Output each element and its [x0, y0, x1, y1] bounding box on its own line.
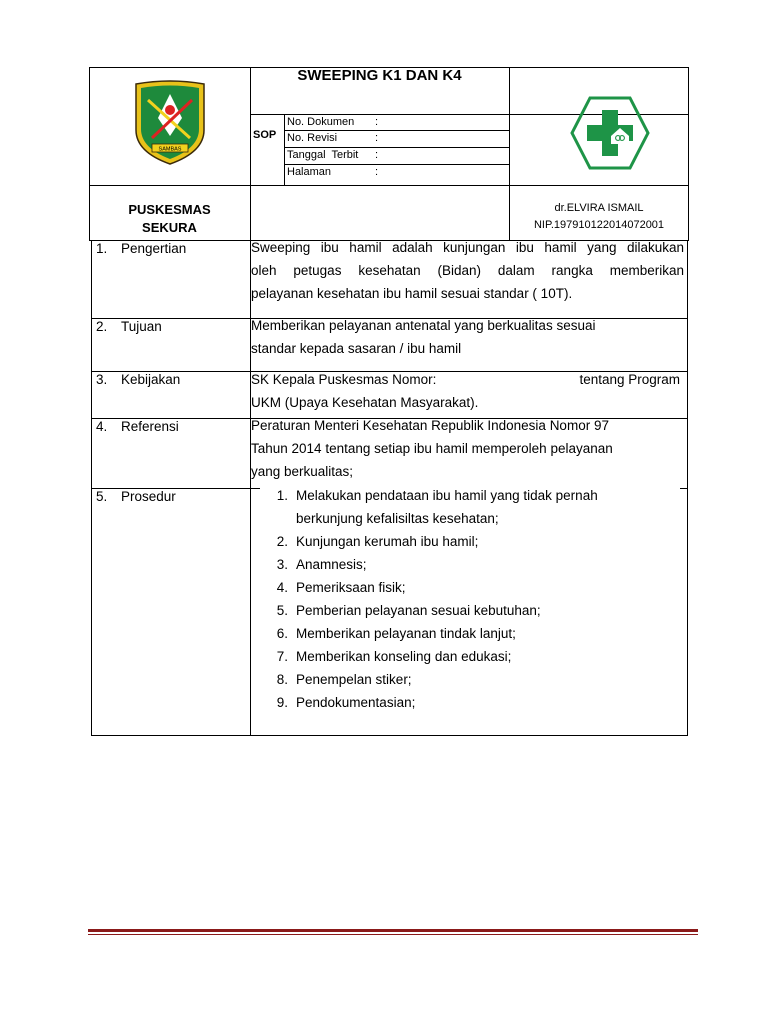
procedure-number: 8. — [276, 672, 288, 687]
text-line: Tahun 2014 tentang setiap ibu hamil memperoleh pelayanan — [251, 441, 613, 456]
org-name — [89, 201, 250, 237]
signer-nip: NIP.197910122014072001 — [533, 219, 665, 231]
procedure-text: Pemberian pelayanan sesuai kebutuhan; — [296, 603, 541, 618]
procedure-number: 6. — [276, 626, 288, 641]
procedure-text: Memberikan konseling dan edukasi; — [296, 649, 512, 664]
procedure-item — [260, 530, 680, 553]
text-line: Peraturan Menteri Kesehatan Republik Indonesia Nomor 97 — [251, 418, 609, 433]
doc-field-sep: : — [375, 116, 379, 128]
procedure-number: 2. — [276, 534, 288, 549]
text-line: tentang Program — [579, 372, 680, 387]
page-title: SWEEPING K1 DAN K4 — [297, 67, 462, 84]
procedure-number: 9. — [276, 695, 288, 710]
doc-field-label: No. Dokumen — [287, 116, 355, 128]
svg-text:SAMBAS: SAMBAS — [158, 146, 182, 153]
procedure-number: 7. — [276, 649, 288, 664]
doc-field-sep: : — [375, 132, 379, 144]
procedure-item — [260, 507, 680, 530]
doc-field-label: Tanggal Terbit — [287, 149, 359, 161]
procedure-number: 4. — [276, 580, 288, 595]
footer-rule — [88, 929, 698, 932]
emblem-shield-icon — [130, 80, 210, 166]
section-number: 2. — [96, 319, 108, 334]
doc-field-sep: : — [375, 149, 379, 161]
section-number: 1. — [96, 241, 108, 256]
procedure-item — [260, 484, 680, 507]
text-line: standar kepada sasaran / ibu hamil — [251, 341, 462, 356]
procedure-item — [260, 576, 680, 599]
sop-label: SOP — [253, 129, 277, 141]
procedure-text: Penempelan stiker; — [296, 672, 412, 687]
section-label: Kebijakan — [121, 372, 181, 387]
text-line: Sweeping ibu hamil adalah kunjungan ibu hamil yang dilakukan — [251, 240, 684, 255]
text-line: Memberikan pelayanan antenatal yang berkualitas sesuai — [251, 318, 596, 333]
text-line: UKM (Upaya Kesehatan Masyarakat). — [251, 395, 479, 410]
procedure-item — [260, 691, 680, 714]
section-content — [251, 414, 684, 483]
procedure-item — [260, 622, 680, 645]
section-label: Tujuan — [121, 319, 162, 334]
section-label: Referensi — [121, 419, 179, 434]
procedure-text: Kunjungan kerumah ibu hamil; — [296, 534, 479, 549]
procedure-item — [260, 645, 680, 668]
health-cross-logo — [570, 96, 650, 170]
doc-field-label: No. Revisi — [287, 132, 338, 144]
text-line: yang berkualitas; — [251, 464, 354, 479]
section-label: Prosedur — [121, 489, 176, 504]
doc-field-label: Halaman — [287, 166, 332, 178]
section-content — [251, 236, 684, 305]
section-number: 3. — [96, 372, 108, 387]
procedure-number: 5. — [276, 603, 288, 618]
section-number: 4. — [96, 419, 108, 434]
doc-field-sep: : — [375, 166, 379, 178]
section-number: 5. — [96, 489, 108, 504]
procedure-number — [260, 507, 288, 530]
section-label: Pengertian — [121, 241, 187, 256]
procedure-text: Pemeriksaan fisik; — [296, 580, 406, 595]
procedure-number: 3. — [276, 557, 288, 572]
section-content — [251, 368, 680, 414]
signer-block — [509, 200, 689, 234]
procedure-text: berkunjung kefalisiltas kesehatan; — [296, 511, 499, 526]
footer-rule-thin — [88, 934, 698, 935]
procedure-text: Anamnesis; — [296, 557, 367, 572]
text-line: oleh petugas kesehatan (Bidan) dalam rangka memberikan — [251, 263, 684, 278]
text-line: SK Kepala Puskesmas Nomor: — [251, 372, 437, 387]
procedure-text: Melakukan pendataan ibu hamil yang tidak pernah — [296, 488, 598, 503]
org-line2: SEKURA — [142, 220, 197, 235]
org-line1: PUSKESMAS — [128, 202, 211, 217]
regency-emblem — [130, 80, 210, 166]
text-line: pelayanan kesehatan ibu hamil sesuai standar ( 10T). — [251, 286, 573, 301]
procedure-item — [260, 553, 680, 576]
procedure-item — [260, 668, 680, 691]
signer-name: dr.ELVIRA ISMAIL — [554, 202, 644, 214]
procedure-list-clean — [260, 484, 680, 714]
procedure-text: Pendokumentasian; — [296, 695, 416, 710]
procedure-number: 1. — [276, 488, 288, 503]
section-content — [251, 314, 684, 360]
health-cross-icon — [570, 96, 650, 170]
procedure-text: Memberikan pelayanan tindak lanjut; — [296, 626, 516, 641]
procedure-item — [260, 599, 680, 622]
